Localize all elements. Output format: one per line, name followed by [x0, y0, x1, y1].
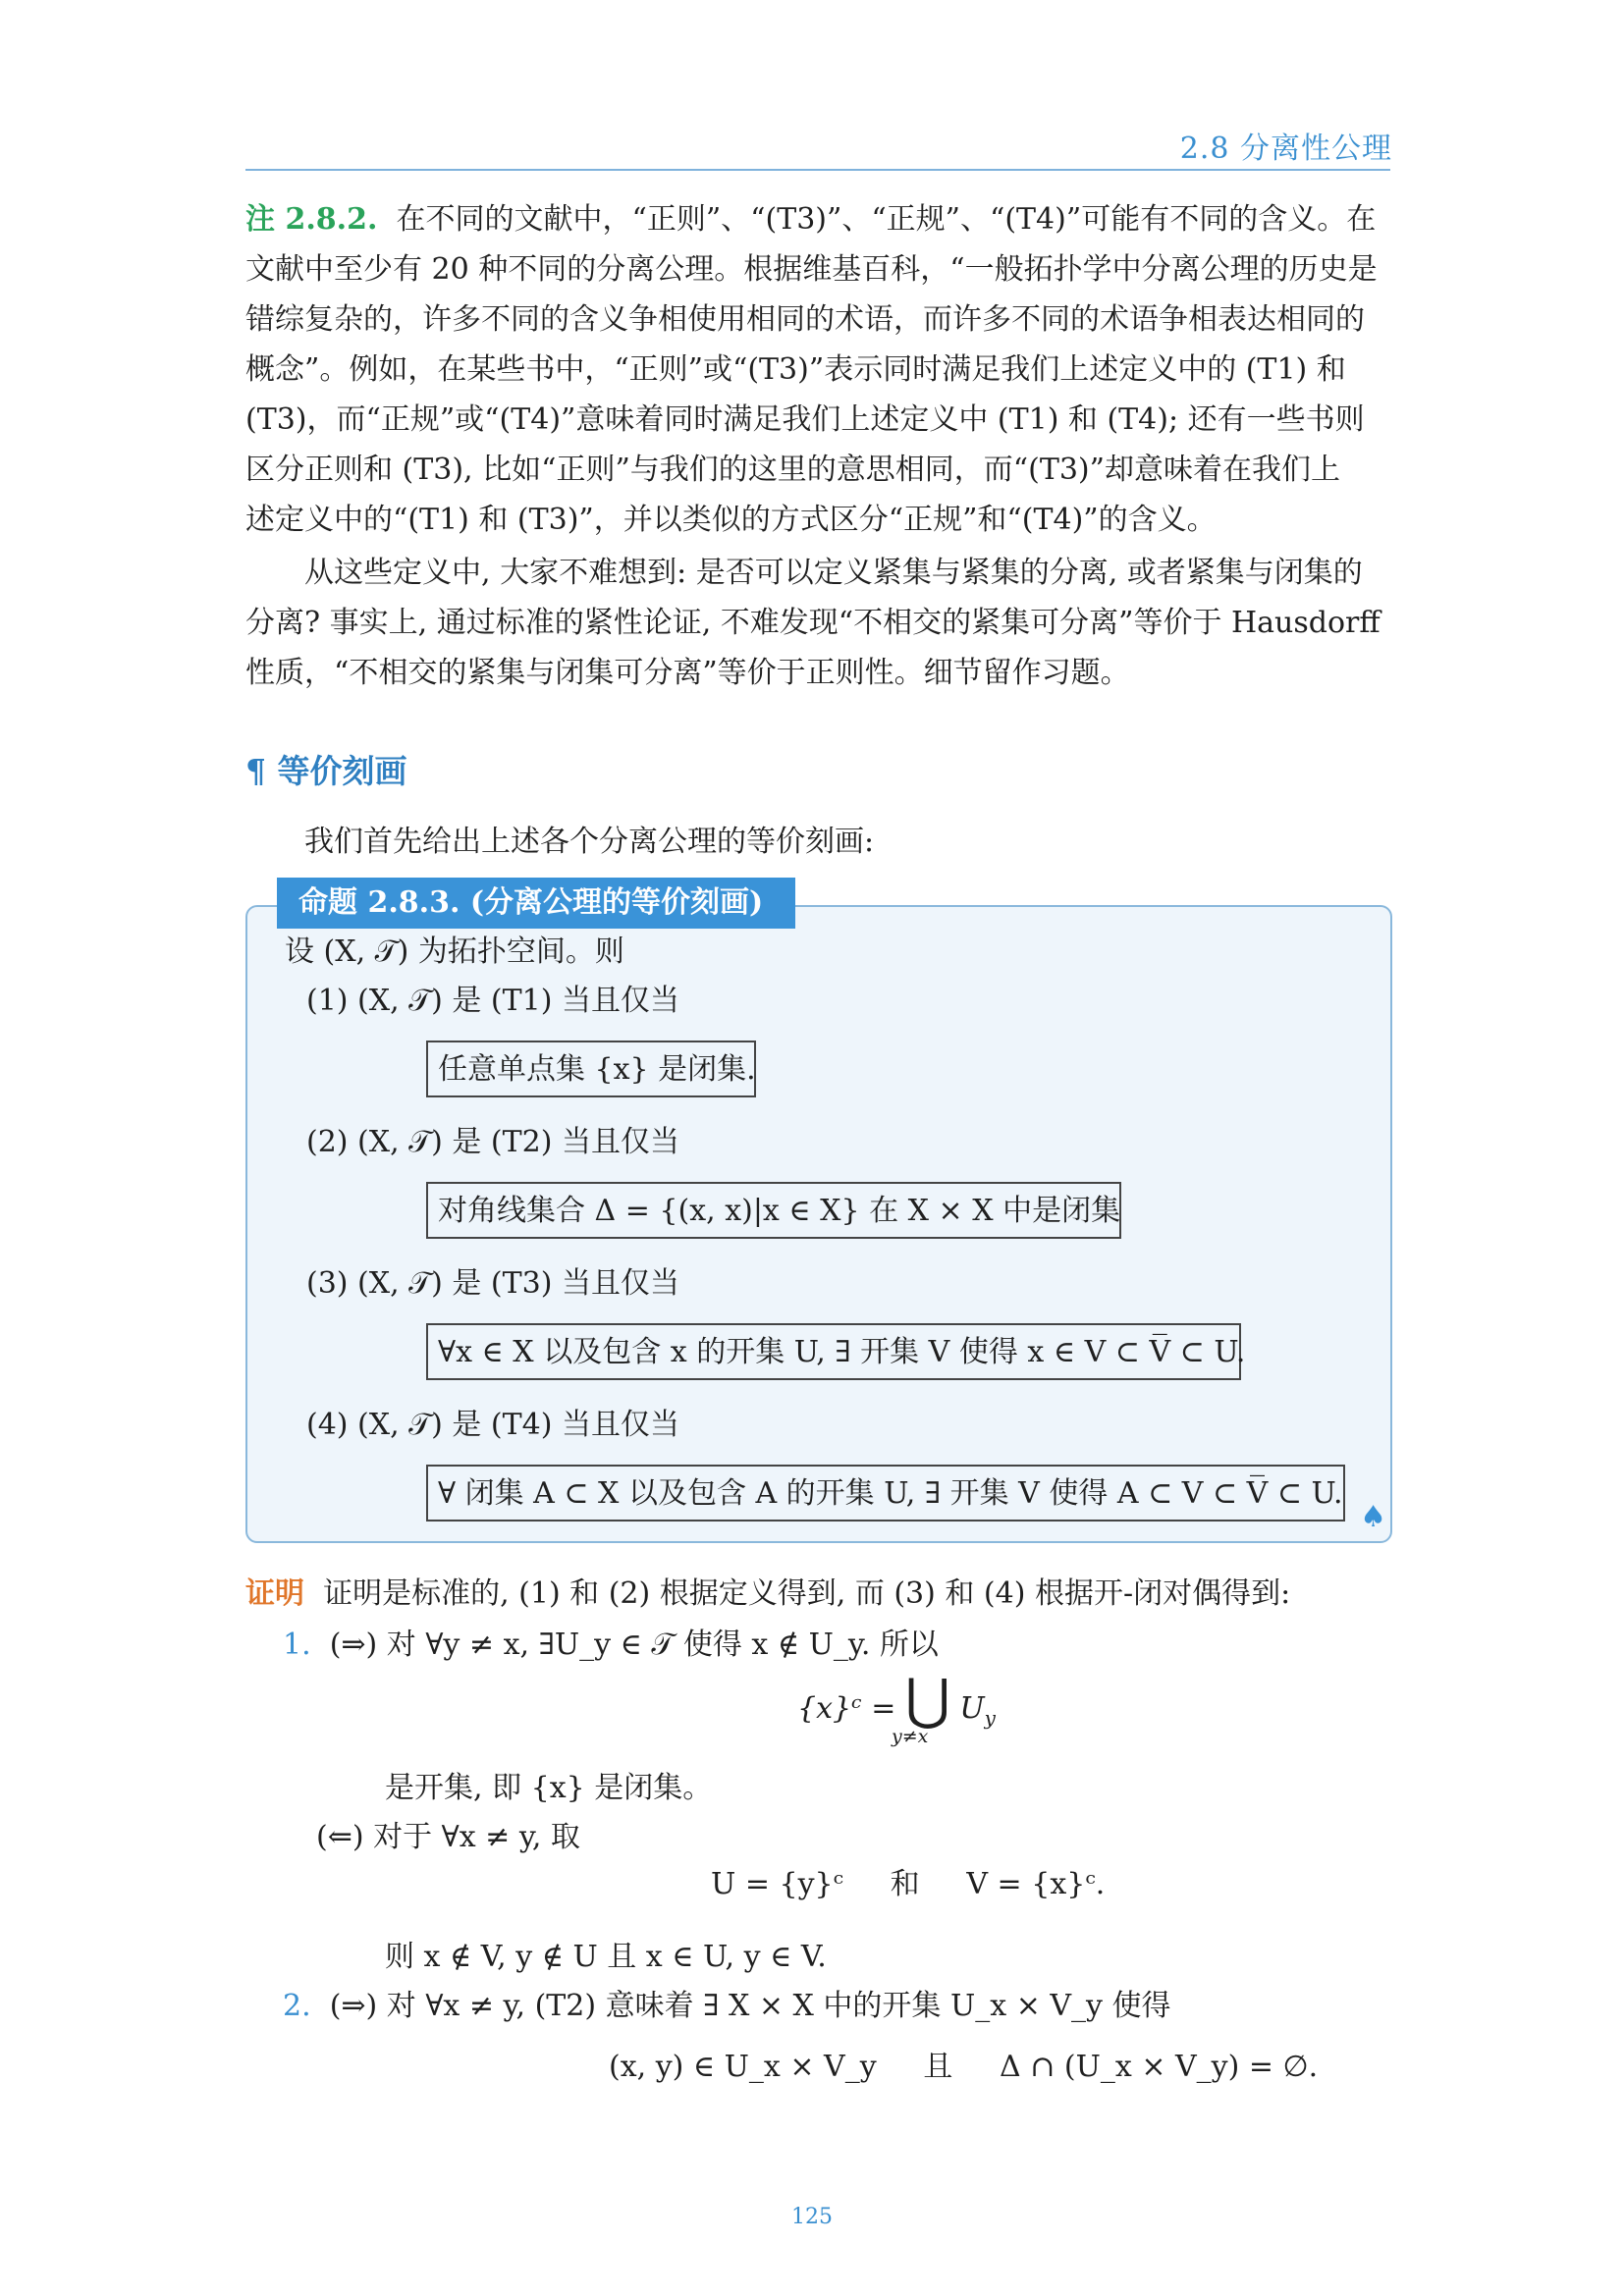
proof-step-2 — [283, 1981, 1171, 2031]
paragraph-line-2: 分离? 事实上, 通过标准的紧性论证, 不难发现“不相交的紧集可分离”等价于 Hausdorff — [245, 606, 1380, 640]
step-2-number: 2. — [283, 1989, 311, 2023]
remark-line-4: 概念”。例如，在某些书中，“正则”或“(T3)”表示同时满足我们上述定义中的 (T1) 和 — [245, 352, 1346, 387]
union-subscript: y≠x — [892, 1726, 929, 1747]
header-rule — [245, 169, 1390, 171]
proposition-item-2-condition: (2) (X, 𝒯) 是 (T2) 当且仅当 — [306, 1125, 679, 1159]
proof-intro: 证明是标准的, (1) 和 (2) 根据定义得到, 而 (3) 和 (4) 根据开-闭对偶得到: — [323, 1576, 1291, 1611]
page-number: 125 — [791, 2205, 833, 2229]
remark-line-5: (T3)，而“正规”或“(T4)”意味着同时满足我们上述定义中 (T1) 和 (T4); 还有一些书则 — [245, 402, 1365, 437]
proposition-item-2-box: 对角线集合 Δ = {(x, x)|x ∈ X} 在 X × X 中是闭集 — [426, 1182, 1121, 1239]
proposition-setup: 设 (X, 𝒯) 为拓扑空间。则 — [285, 934, 624, 969]
remark-line-1 — [245, 194, 1376, 244]
equation-rhs-subscript: y — [984, 1706, 996, 1730]
remark-line-6: 区分正则和 (T3), 比如“正则”与我们的这里的意思相同，而“(T3)”却意味着在我们上 — [245, 453, 1340, 487]
running-header: 2.8 分离性公理 — [1179, 132, 1392, 166]
end-of-proposition-icon: ♠ — [1360, 1500, 1386, 1534]
step-1-conclusion: 是开集, 即 {x} 是闭集。 — [385, 1771, 713, 1805]
paragraph-line-1: 从这些定义中, 大家不难想到: 是否可以定义紧集与紧集的分离, 或者紧集与闭集的 — [304, 556, 1363, 590]
step-2-text: (⇒) 对 ∀x ≠ y, (T2) 意味着 ∃ X × X 中的开集 U_x × V_y 使得 — [329, 1989, 1171, 2023]
proposition-item-4-box: ∀ 闭集 A ⊂ X 以及包含 A 的开集 U, ∃ 开集 V 使得 A ⊂ V ⊂ V̅ ⊂ U. — [426, 1465, 1345, 1522]
equation-choice: U = {y}ᶜ 和 V = {x}ᶜ. — [711, 1867, 1106, 1901]
proposition-item-3-condition: (3) (X, 𝒯) 是 (T3) 当且仅当 — [306, 1266, 679, 1301]
big-union-symbol: ⋃ — [904, 1668, 950, 1732]
remark-line-3: 错综复杂的，许多不同的含义争相使用相同的术语，而许多不同的术语争相表达相同的 — [245, 302, 1365, 337]
proposition-item-1-box: 任意单点集 {x} 是闭集. — [426, 1041, 756, 1097]
equation-rhs: U — [959, 1691, 985, 1726]
section-heading: ¶ 等价刻画 — [245, 752, 407, 790]
step-1-text: (⇒) 对 ∀y ≠ x, ∃U_y ∈ 𝒯 使得 x ∉ U_y. 所以 — [329, 1628, 939, 1662]
step-1-end: 则 x ∉ V, y ∉ U 且 x ∈ U, y ∈ V. — [385, 1940, 827, 1974]
equation-lhs: {x}ᶜ = — [797, 1691, 896, 1726]
proposition-title: 命题 2.8.3. (分离公理的等价刻画) — [277, 878, 795, 929]
remark-text: 在不同的文献中，“正则”、“(T3)”、“正规”、“(T4)”可能有不同的含义。在 — [396, 202, 1377, 237]
equation-complement — [797, 1668, 996, 1732]
remark-label: 注 2.8.2. — [245, 202, 378, 237]
proposition-item-4-condition: (4) (X, 𝒯) 是 (T4) 当且仅当 — [306, 1408, 679, 1442]
proposition-item-1-condition: (1) (X, 𝒯) 是 (T1) 当且仅当 — [306, 984, 679, 1018]
proof-intro-line — [245, 1569, 1290, 1619]
paragraph-line-3: 性质，“不相交的紧集与闭集可分离”等价于正则性。细节留作习题。 — [245, 656, 1130, 690]
proposition-item-3-box: ∀x ∈ X 以及包含 x 的开集 U, ∃ 开集 V 使得 x ∈ V ⊂ V̅ ⊂ U. — [426, 1323, 1241, 1380]
equation-product: (x, y) ∈ U_x × V_y 且 Δ ∩ (U_x × V_y) = ∅. — [609, 2050, 1319, 2084]
section-intro: 我们首先给出上述各个分离公理的等价刻画: — [304, 825, 875, 859]
proof-label: 证明 — [245, 1576, 304, 1611]
step-1-converse: (⇐) 对于 ∀x ≠ y, 取 — [316, 1820, 580, 1854]
step-1-number: 1. — [283, 1628, 311, 1662]
remark-line-7: 述定义中的“(T1) 和 (T3)”，并以类似的方式区分“正规”和“(T4)”的含义。 — [245, 503, 1217, 537]
proof-step-1 — [283, 1620, 939, 1670]
remark-line-2: 文献中至少有 20 种不同的分离公理。根据维基百科，“一般拓扑学中分离公理的历史是 — [245, 252, 1378, 287]
